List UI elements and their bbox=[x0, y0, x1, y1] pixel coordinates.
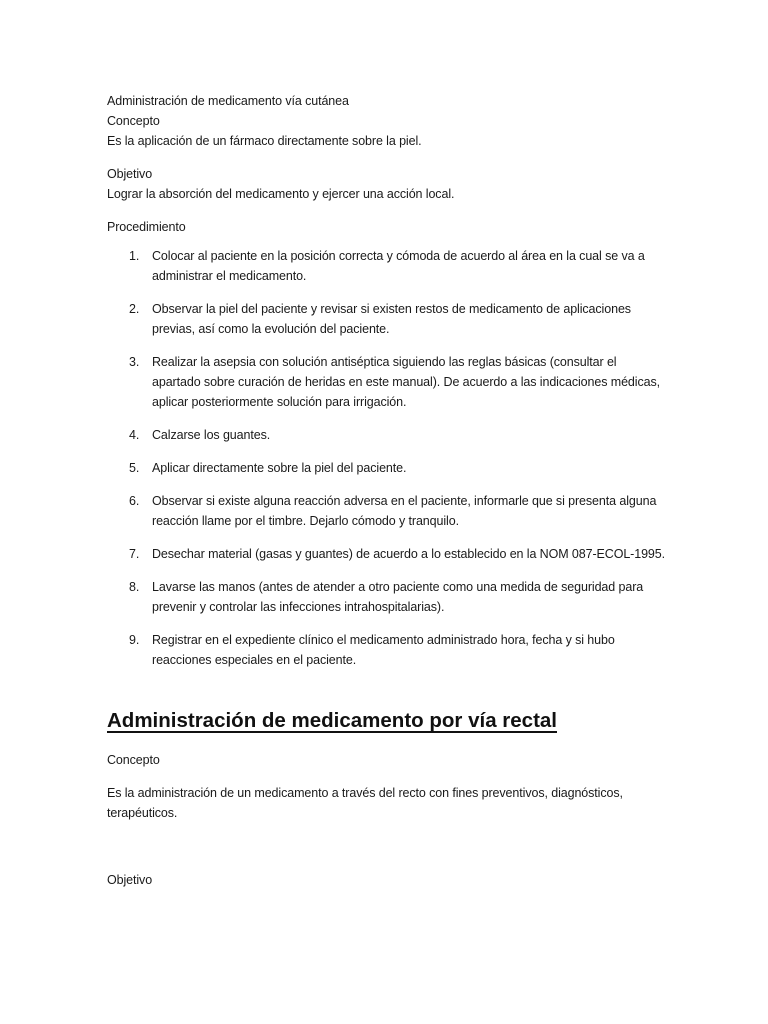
step-number: 4. bbox=[129, 428, 140, 442]
procedure-step bbox=[107, 299, 667, 339]
section1-title: Administración de medicamento vía cutánea bbox=[107, 94, 349, 108]
procedure-step bbox=[107, 458, 667, 478]
section1-procedimiento-label: Procedimiento bbox=[107, 220, 186, 234]
step-text: Registrar en el expediente clínico el medicamento administrado hora, fecha y si hubo reacciones especiales en el paciente. bbox=[152, 633, 615, 667]
step-text: Lavarse las manos (antes de atender a otro paciente como una medida de seguridad para prevenir y controlar las infecciones intrahospitalarias). bbox=[152, 580, 644, 614]
procedure-step bbox=[107, 491, 667, 531]
step-number: 8. bbox=[129, 580, 140, 594]
section2-objetivo-label: Objetivo bbox=[107, 873, 153, 887]
procedure-step bbox=[107, 246, 667, 286]
step-text: Desechar material (gasas y guantes) de acuerdo a lo establecido en la NOM 087-ECOL-1995. bbox=[152, 547, 666, 561]
section1-objetivo-text: Lograr la absorción del medicamento y ejercer una acción local. bbox=[107, 187, 455, 201]
section1-concepto-text: Es la aplicación de un fármaco directamente sobre la piel. bbox=[107, 134, 422, 148]
step-text: Observar la piel del paciente y revisar si existen restos de medicamento de aplicaciones previas, así como la evolución del paciente. bbox=[152, 302, 631, 336]
procedure-step bbox=[107, 630, 667, 670]
procedure-step bbox=[107, 544, 667, 564]
step-number: 2. bbox=[129, 302, 140, 316]
step-number: 9. bbox=[129, 633, 140, 647]
step-text: Colocar al paciente en la posición correcta y cómoda de acuerdo al área en la cual se va a administrar el medicamento. bbox=[152, 249, 645, 283]
step-text: Calzarse los guantes. bbox=[152, 428, 271, 442]
procedure-step bbox=[107, 425, 667, 445]
step-text: Realizar la asepsia con solución antiséptica siguiendo las reglas básicas (consultar el apartado sobre curación de heridas en este manual). De acuerdo a las indicaciones médicas, aplicar posteriormente solución para irrigación. bbox=[152, 355, 660, 409]
section1-objetivo-label: Objetivo bbox=[107, 167, 153, 181]
step-number: 6. bbox=[129, 494, 140, 508]
step-number: 5. bbox=[129, 461, 140, 475]
section2-heading: Administración de medicamento por vía rectal bbox=[107, 709, 557, 732]
section1-concepto-label: Concepto bbox=[107, 114, 160, 128]
step-number: 1. bbox=[129, 249, 140, 263]
procedure-step bbox=[107, 352, 667, 412]
step-text: Aplicar directamente sobre la piel del paciente. bbox=[152, 461, 407, 475]
section2-concepto-label: Concepto bbox=[107, 753, 160, 767]
section2-concepto-text: Es la administración de un medicamento a través del recto con fines preventivos, diagnósticos, terapéuticos. bbox=[107, 786, 623, 820]
procedure-step bbox=[107, 577, 667, 617]
step-number: 7. bbox=[129, 547, 140, 561]
step-number: 3. bbox=[129, 355, 140, 369]
procedure-steps-list bbox=[107, 246, 667, 683]
step-text: Observar si existe alguna reacción adversa en el paciente, informarle que si presenta alguna reacción llame por el timbre. Dejarlo cómodo y tranquilo. bbox=[152, 494, 657, 528]
